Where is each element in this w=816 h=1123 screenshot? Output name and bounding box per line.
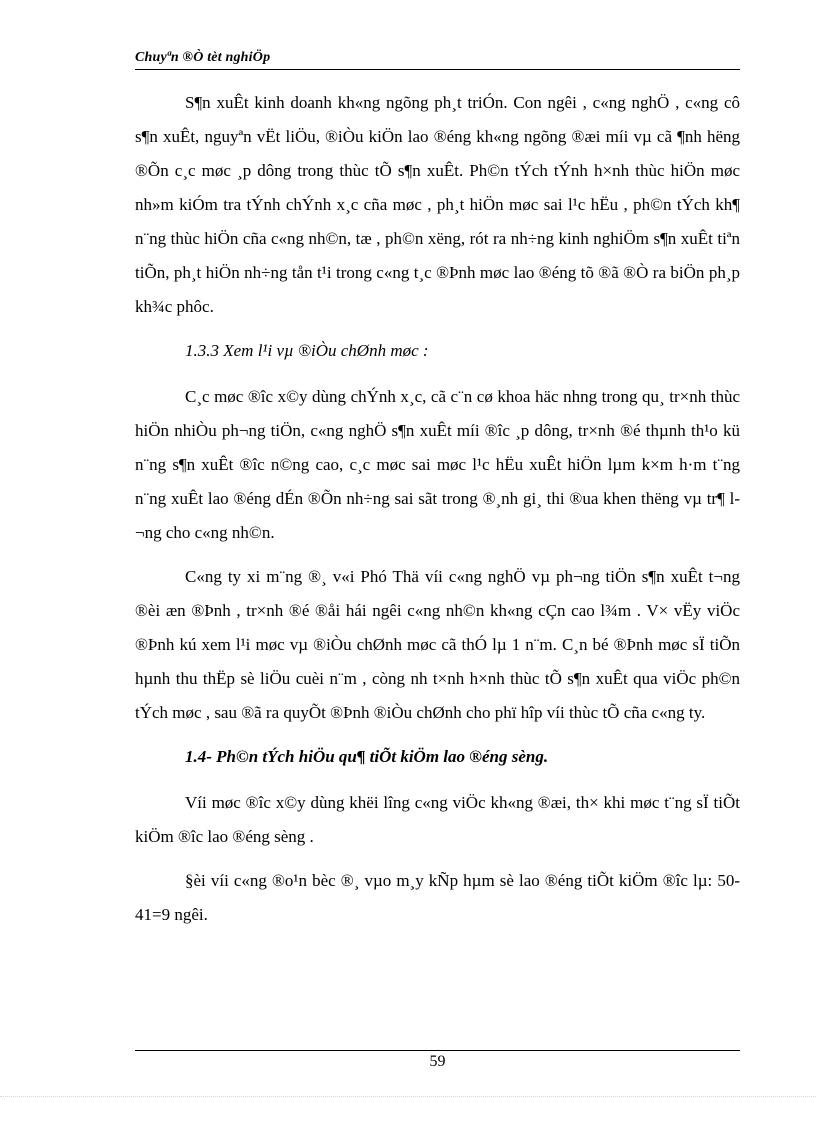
header-divider [135, 69, 740, 70]
page-number: 59 [429, 1053, 446, 1070]
paragraph-labor-saved: Víi møc ®îc x©y dùng khëi lîng c«ng viÖc kh«ng ®æi, th× khi møc t¨ng sÏ tiÕt kiÖm ®îc lao ®éng sèng . [135, 793, 740, 846]
body-text [135, 86, 740, 942]
paragraph-worker-count: §èi víi c«ng ®o¹n bèc ®¸ vµo m¸y kÑp hµm sè lao ®éng tiÕt kiÖm ®îc lµ: 50-41=9 ngêi. [135, 871, 740, 924]
footer-divider [135, 1050, 740, 1051]
section-heading-labor-savings: 1.4- Ph©n tÝch hiÖu qu¶ tiÕt kiÖm lao ®éng sèng. [185, 747, 549, 766]
page-header-title: Chuyªn ®Ò tèt nghiÖp [135, 50, 271, 65]
subheading-review-adjust: 1.3.3 Xem l¹i vµ ®iÒu chØnh møc : [185, 341, 429, 360]
paragraph-production-analysis: S¶n xuÊt kinh doanh kh«ng ngõng ph¸t triÓn. Con ngêi , c«ng nghÖ , c«ng cô s¶n xuÊt, nguyªn vËt liÖu, ®iÒu kiÖn lao ®éng kh«ng ngõng ®æi míi vµ cã ¶nh hëng ®Õn c¸c møc ¸p dông trong thùc tÕ s¶n xuÊt. Ph©n tÝch tÝnh h×nh thùc hiÖn møc nh»m kiÓm tra tÝnh chÝnh x¸c cña møc , ph¸t hiÖn møc sai l¹c hËu , ph©n tÝch kh¶ n¨ng thùc hiÖn cña c«ng nh©n, tæ , ph©n xëng, rót ra nh÷ng kinh nghiÖm s¶n xuÊt tiªn tiÕn, ph¸t hiÖn nh÷ng tån t¹i trong c«ng t¸c ®Þnh møc lao ®éng tõ ®ã ®Ò ra biÖn ph¸p kh¾c phôc. [135, 93, 740, 316]
paragraph-norms-outdated: C¸c møc ®îc x©y dùng chÝnh x¸c, cã c¨n cø khoa häc nhng trong qu¸ tr×nh thùc hiÖn nhiÒu ph¬ng tiÖn, c«ng nghÖ s¶n xuÊt míi ®îc ¸p dông, tr×nh ®é thµnh th¹o kü n¨ng s¶n xuÊt ®îc n©ng cao, c¸c møc sai møc l¹c hËu xuÊt hiÖn lµm k×m h·m t¨ng n¨ng xuÊt lao ®éng dÉn ®Õn nh÷ng sai sãt trong ®¸nh gi¸ thi ®ua khen thëng vµ tr¶ l¬ng cho c«ng nh©n. [135, 387, 740, 542]
paragraph-company-review: C«ng ty xi m¨ng ®¸ v«i Phó Thä víi c«ng nghÖ vµ ph¬ng tiÖn s¶n xuÊt t¬ng ®èi æn ®Þnh , tr×nh ®é ®åi hái ngêi c«ng nh©n kh«ng cÇn cao l¾m . V× vËy viÖc ®Þnh kú xem l¹i møc vµ ®iÒu chØnh møc cã thÓ lµ 1 n¨m. C¸n bé ®Þnh møc sÏ tiÕn hµnh thu thËp sè liÖu cuèi n¨m , còng nh t×nh h×nh thùc tÕ s¶n xuÊt qua viÖc ph©n tÝch møc , sau ®ã ra quyÕt ®Þnh ®iÒu chØnh cho phï hîp víi thùc tÕ cña c«ng ty. [135, 567, 740, 722]
page-edge-dots [0, 1096, 816, 1097]
